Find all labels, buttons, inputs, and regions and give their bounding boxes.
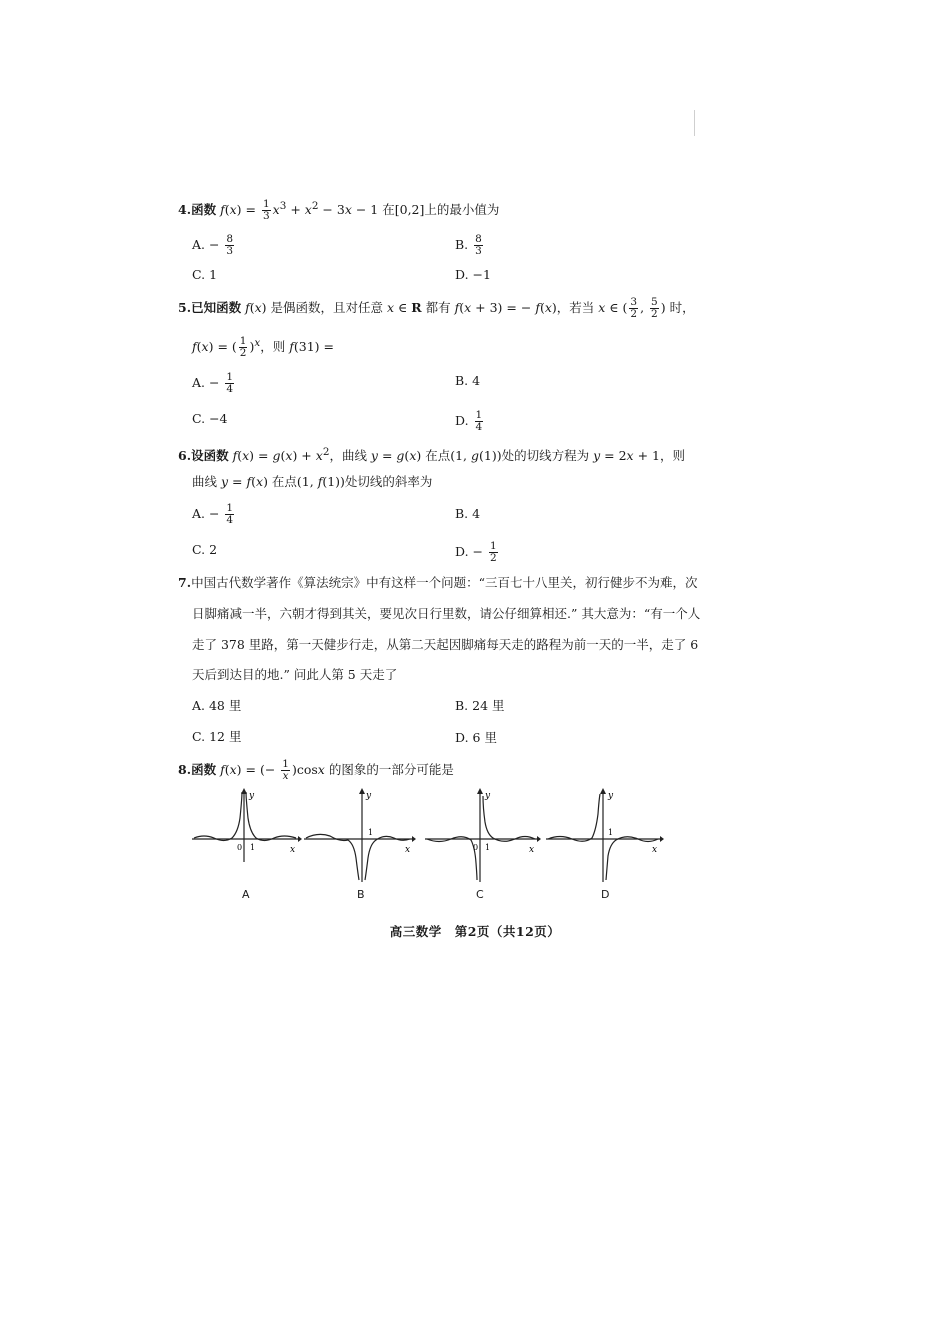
graph-option-d[interactable] — [546, 788, 664, 884]
svg-text:y: y — [366, 791, 372, 801]
graph-label-c: C — [476, 888, 484, 901]
q7-option-b[interactable]: B. 24 里 — [455, 698, 505, 713]
question-7-line-1: 7.中国古代数学著作《算法统宗》中有这样一个问题：“三百七十八里关，初行健步不为难，次 — [178, 575, 698, 590]
q6-option-c[interactable]: C. 2 — [192, 542, 218, 557]
q4-option-d[interactable]: D. −1 — [455, 267, 491, 282]
svg-text:1: 1 — [608, 828, 614, 837]
q7-option-c[interactable]: C. 12 里 — [192, 729, 242, 744]
q7-option-d[interactable]: D. 6 里 — [455, 730, 497, 745]
graph-option-a[interactable] — [192, 788, 302, 864]
question-5-line-2: f(x) = ( $\frac{1}{2}$ )$^x$，则 f(31) = — [192, 335, 334, 360]
q6-option-b[interactable]: B. 4 — [455, 506, 481, 521]
svg-text:1: 1 — [368, 828, 374, 837]
graph-label-b: B — [357, 888, 365, 901]
x-axis-label: x — [290, 845, 296, 855]
y-axis-label: y — [249, 791, 255, 801]
q7-option-a[interactable]: A. 48 里 — [192, 698, 242, 713]
page-footer: 高三数学 第2页（共12页） — [389, 924, 561, 939]
q6-option-a[interactable]: A. − $\frac{1}{4}$ — [192, 502, 234, 526]
question-7-line-2: 日脚痛减一半，六朝才得到其关，要见次日行里数，请公仔细算相还.” 其大意为：“有一个人 — [192, 606, 701, 621]
svg-text:x: x — [405, 845, 411, 855]
question-5-line-1: 5.已知函数 f(x) 是偶函数，且对任意 x ∈ R 都有 f(x + 3) = − f(x)，若当 x ∈ ( $\frac{3}{2}$ , $\frac{5}{2}$ ) 时， — [178, 296, 695, 320]
q4-option-a[interactable]: A. − $\frac{8}{3}$ — [192, 233, 234, 257]
svg-text:0: 0 — [473, 843, 479, 852]
question-6-line-2: 曲线 y = f(x) 在点(1, f(1))处切线的斜率为 — [192, 474, 433, 489]
question-7-line-3: 走了 378 里路，第一天健步行走，从第二天起因脚痛每天走的路程为前一天的一半，走了 6 — [192, 637, 699, 652]
graph-option-b[interactable] — [304, 788, 416, 884]
svg-text:y: y — [485, 791, 491, 801]
question-6-line-1: 6.设函数 $f(x) = g(x) + x^2$，曲线 y = g(x) 在点(1, g(1))处的切线方程为 y = 2x + 1，则 — [178, 446, 685, 464]
question-7-line-4: 天后到达目的地.” 问此人第 5 天走了 — [192, 667, 398, 682]
q6-option-d[interactable]: D. − $\frac{1}{2}$ — [455, 540, 497, 564]
graph-label-a: A — [242, 888, 250, 901]
svg-text:x: x — [652, 845, 658, 855]
q4-option-c[interactable]: C. 1 — [192, 267, 218, 282]
question-8: 8.函数 f(x) = (− $\frac{1}{x}$ )cosx 的图象的一部分可能是 — [178, 758, 454, 782]
q5-option-b[interactable]: B. 4 — [455, 373, 481, 388]
q4-option-b[interactable]: B. $\frac{8}{3}$ — [455, 233, 482, 257]
q5-option-a[interactable]: A. − $\frac{1}{4}$ — [192, 371, 234, 395]
question-number: 4. — [178, 202, 192, 218]
graph-option-c[interactable] — [425, 788, 541, 884]
graph-label-d: D — [601, 888, 610, 901]
origin-tick: 0 — [237, 843, 243, 852]
scan-mark — [694, 110, 695, 136]
svg-text:x: x — [529, 845, 535, 855]
q5-option-d[interactable]: D. $\frac{1}{4}$ — [455, 409, 483, 433]
svg-text:y: y — [608, 791, 614, 801]
one-tick: 1 — [250, 843, 256, 852]
q5-option-c[interactable]: C. −4 — [192, 411, 228, 426]
svg-text:1: 1 — [485, 843, 491, 852]
question-4: 4.函数 f(x) = $\frac{1}{3}$ $x^3 + x^2 - 3x - 1$ 在[0,2]上的最小值为 — [178, 198, 500, 223]
